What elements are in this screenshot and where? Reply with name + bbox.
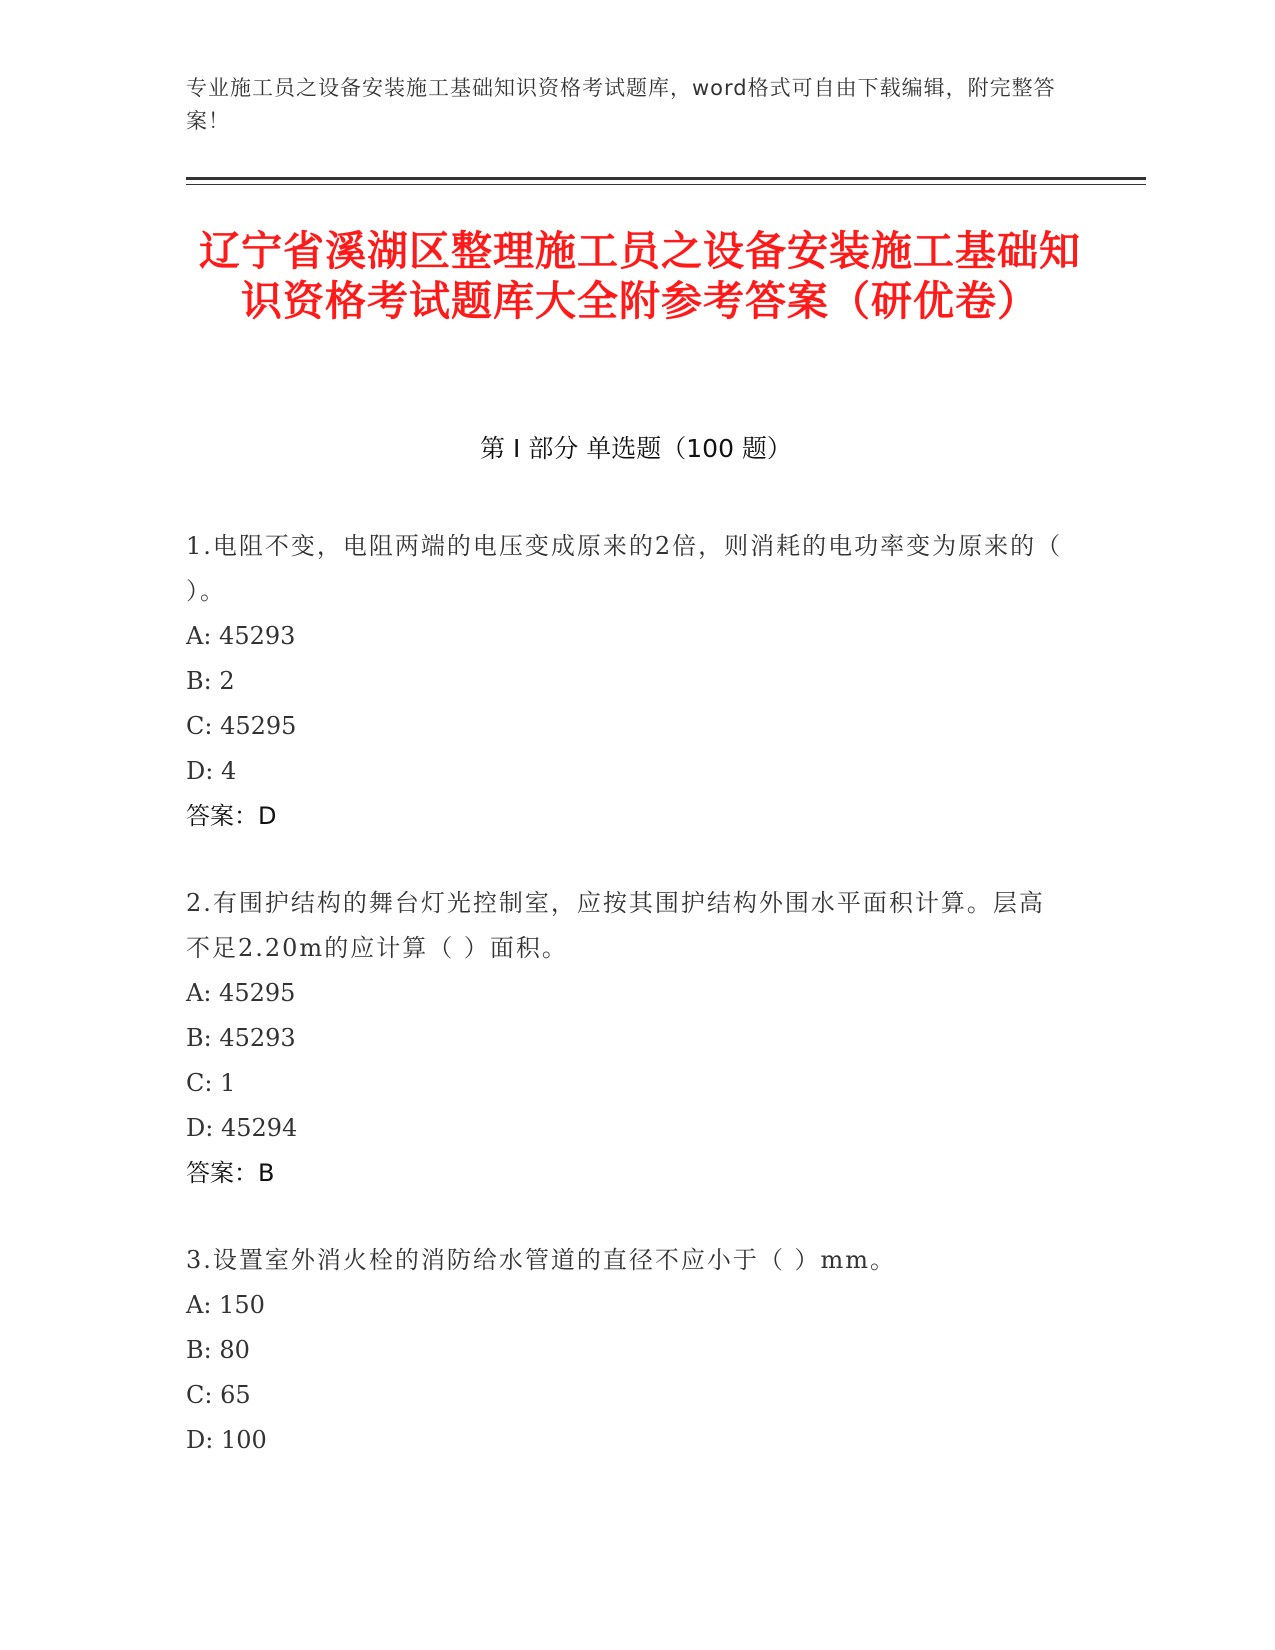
option-d: D: 4 bbox=[186, 757, 237, 785]
option-d: D: 45294 bbox=[186, 1114, 298, 1142]
header-divider-thick bbox=[186, 177, 1146, 180]
question-stem: 2.有围护结构的舞台灯光控制室，应按其围护结构外围水平面积计算。层高不足2.20m的应计算（ ）面积。 bbox=[186, 889, 1045, 962]
option-c: C: 45295 bbox=[186, 712, 297, 740]
option-d: D: 100 bbox=[186, 1426, 267, 1454]
document-title: 辽宁省溪湖区整理施工员之设备安装施工基础知识资格考试题库大全附参考答案（研优卷） bbox=[199, 227, 1081, 325]
section-heading: 第 I 部分 单选题（100 题） bbox=[480, 434, 792, 463]
option-b: B: 2 bbox=[186, 667, 235, 695]
option-c: C: 1 bbox=[186, 1069, 236, 1097]
option-b: B: 45293 bbox=[186, 1024, 296, 1052]
answer-line: 答案：D bbox=[186, 802, 277, 830]
option-c: C: 65 bbox=[186, 1381, 251, 1409]
option-b: B: 80 bbox=[186, 1336, 250, 1364]
option-a: A: 45293 bbox=[186, 622, 296, 650]
question-list bbox=[186, 524, 1066, 1505]
question-3 bbox=[186, 1238, 1066, 1463]
option-a: A: 150 bbox=[186, 1291, 265, 1319]
header-note: 专业施工员之设备安装施工基础知识资格考试题库，word格式可自由下载编辑，附完整答案！ bbox=[186, 76, 1056, 133]
question-stem: 3.设置室外消火栓的消防给水管道的直径不应小于（ ）mm。 bbox=[186, 1246, 897, 1274]
question-1 bbox=[186, 524, 1066, 839]
header-divider-thin bbox=[186, 184, 1146, 185]
question-2 bbox=[186, 881, 1066, 1196]
answer-line: 答案：B bbox=[186, 1159, 275, 1187]
question-stem: 1.电阻不变，电阻两端的电压变成原来的2倍，则消耗的电功率变为原来的（ ）。 bbox=[186, 532, 1063, 605]
option-a: A: 45295 bbox=[186, 979, 296, 1007]
